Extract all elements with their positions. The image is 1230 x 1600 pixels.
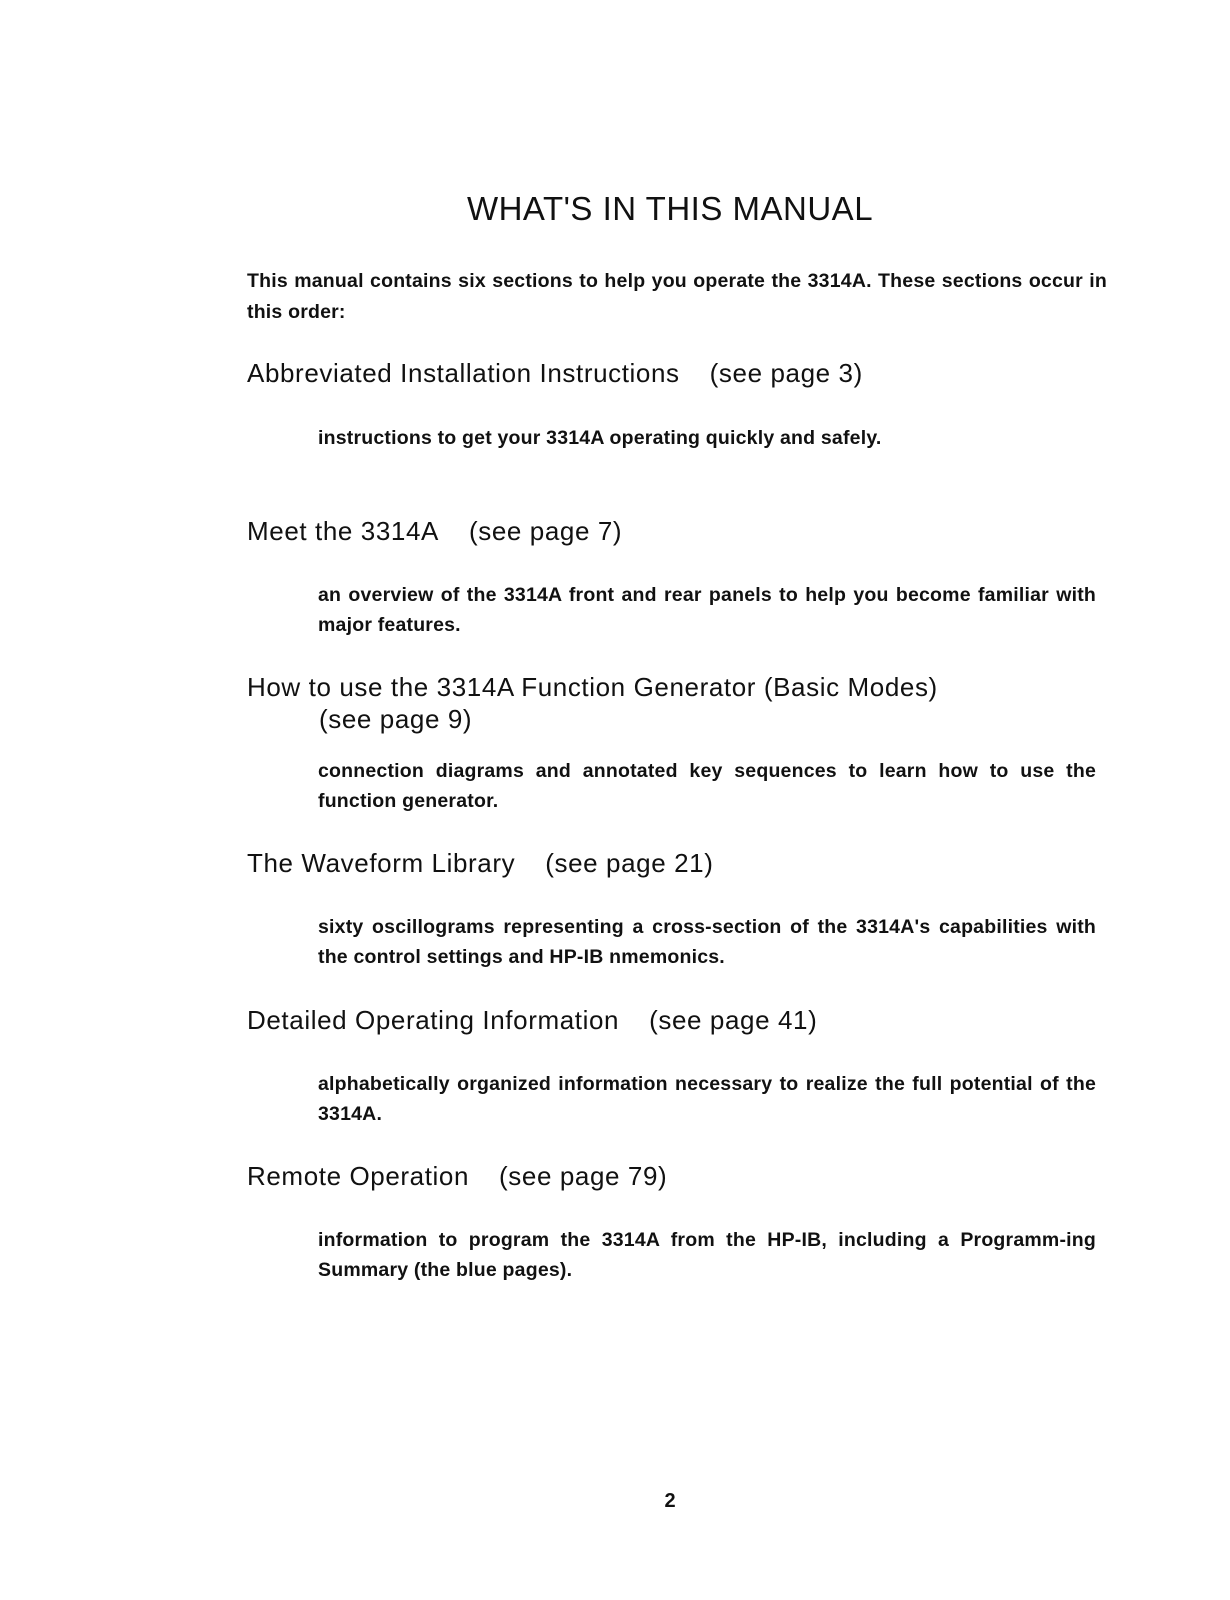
section-heading-waveform-library [247,847,713,879]
section-page-ref: (see page 21) [545,848,714,878]
intro-paragraph: This manual contains six sections to help you operate the 3314A. These sections occur in this order: [247,270,1107,323]
section-page-ref: (see page 41) [649,1005,818,1035]
section-title: Abbreviated Installation Instructions [247,358,680,388]
page-title: WHAT'S IN THIS MANUAL [466,190,874,227]
section-description-meet: an overview of the 3314A front and rear panels to help you become familiar with major features. [318,584,1096,636]
section-description-installation: instructions to get your 3314A operating quickly and safely. [318,427,882,449]
section-heading-remote-operation [247,1160,667,1192]
section-page-ref: (see page 7) [468,516,623,546]
section-description-basic-modes: connection diagrams and annotated key sequences to learn how to use the function generator. [318,760,1096,812]
section-heading-meet [247,515,622,547]
section-heading-installation [247,357,863,389]
section-page-ref: (see page 9) [319,704,473,734]
section-page-ref: (see page 79) [499,1161,668,1191]
section-description-remote-operation: information to program the 3314A from the HP-IB, including a Programm-ing Summary (the blue pages). [318,1229,1096,1281]
section-description-detailed-operating: alphabetically organized information necessary to realize the full potential of the 3314A. [318,1073,1096,1125]
section-title: Remote Operation [247,1161,470,1191]
section-heading-basic-modes [247,671,1067,735]
section-title: How to use the 3314A Function Generator (Basic Modes) [247,672,938,702]
section-title: The Waveform Library [247,848,516,878]
page-number: 2 [664,1490,676,1512]
section-title: Meet the 3314A [247,516,439,546]
section-heading-detailed-operating [247,1004,817,1036]
section-title: Detailed Operating Information [247,1005,620,1035]
section-description-waveform-library: sixty oscillograms representing a cross-section of the 3314A's capabilities with the control settings and HP-IB nmemonics. [318,916,1096,968]
section-page-ref: (see page 3) [709,358,863,388]
